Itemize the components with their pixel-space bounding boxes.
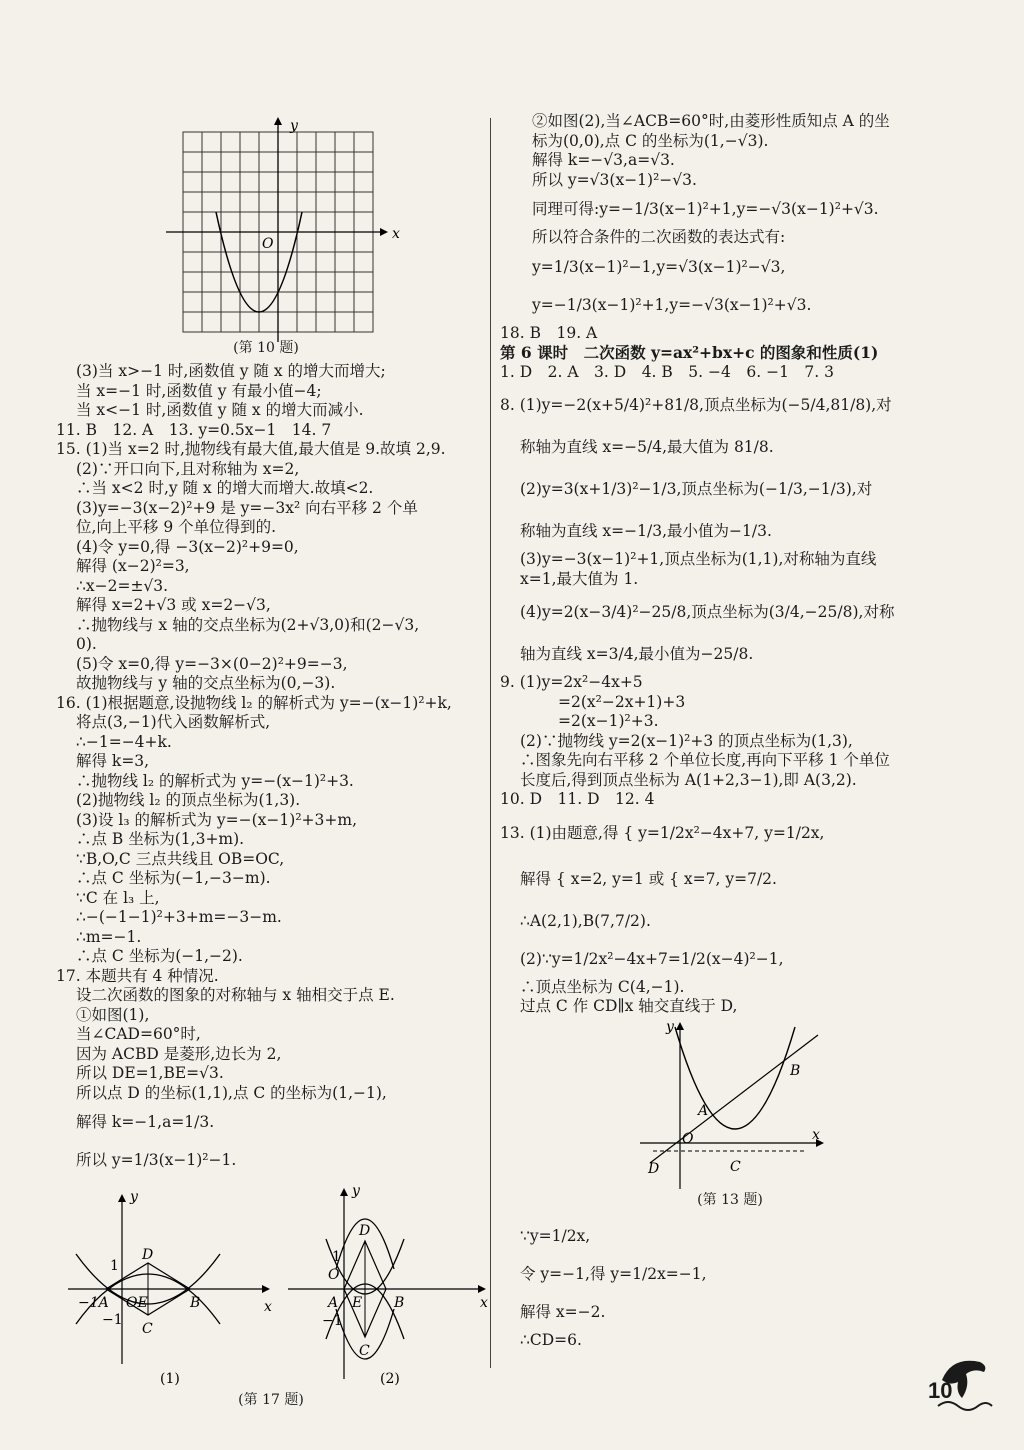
text-line: ∵B,O,C 三点共线且 OB=OC, bbox=[76, 849, 285, 868]
text-line: ∴抛物线 l₂ 的解析式为 y=−(x−1)²+3. bbox=[76, 771, 354, 790]
question-line: 9. (1)y=2x²−4x+5 bbox=[500, 673, 643, 691]
text-line: 令 y=−1,得 y=1/2x=−1, bbox=[520, 1264, 707, 1283]
text-line: (3)当 x>−1 时,函数值 y 随 x 的增大而增大; bbox=[76, 362, 386, 380]
text-line: ∴A(2,1),B(7,7/2). bbox=[520, 911, 651, 930]
figure-10 bbox=[56, 112, 486, 362]
text-line: 解得 k=−1,a=1/3. bbox=[76, 1113, 215, 1131]
graph1-label-A: −1A bbox=[78, 1295, 109, 1311]
graph1-label-OE: OE bbox=[126, 1295, 148, 1311]
graph1-label-B: B bbox=[190, 1295, 201, 1311]
text-line: 当∠CAD=60°时, bbox=[76, 1025, 201, 1043]
fig13-point-B: B bbox=[790, 1062, 801, 1079]
graph2-label-O: O bbox=[328, 1267, 340, 1283]
text-line: 过点 C 作 CD∥x 轴交直线于 D, bbox=[520, 997, 738, 1015]
graph2-x-label: x bbox=[480, 1295, 488, 1311]
text-line: (2)抛物线 l₂ 的顶点坐标为(1,3). bbox=[76, 791, 301, 809]
text-line: 解得 (x−2)²=3, bbox=[76, 557, 190, 575]
answer-line: 10. D 11. D 12. 4 bbox=[500, 790, 655, 808]
text-line: ∴x−2=±√3. bbox=[76, 576, 169, 595]
text-line: 解得 { x=2, y=1 或 { x=7, y=7/2. bbox=[520, 869, 777, 888]
text-line: (2)∵开口向下,且对称轴为 x=2, bbox=[76, 459, 300, 478]
graph2-label-E: E bbox=[352, 1295, 363, 1311]
text-line: 设二次函数的图象的对称轴与 x 轴相交于点 E. bbox=[76, 986, 395, 1004]
text-line: x=1,最大值为 1. bbox=[520, 569, 639, 588]
text-line: ∴−(−1−1)²+3+m=−3−m. bbox=[76, 908, 282, 926]
text-line: 解得 k=−√3,a=√3. bbox=[532, 151, 675, 169]
text-line: ∴点 C 坐标为(−1,−2). bbox=[76, 947, 243, 965]
fig13-origin-label: O bbox=[682, 1130, 694, 1147]
graph1-x-label: x bbox=[264, 1299, 272, 1315]
figure-17-graphs bbox=[56, 1179, 486, 1389]
text-line: ②如图(2),当∠ACB=60°时,由菱形性质知点 A 的坐 bbox=[532, 112, 890, 130]
text-line: 所以 y=1/3(x−1)²−1. bbox=[76, 1151, 237, 1169]
x-label: x bbox=[392, 226, 400, 242]
text-line: ∴点 B 坐标为(1,3+m). bbox=[76, 830, 245, 848]
text-line: 0). bbox=[76, 635, 97, 653]
text-line: 所以 DE=1,BE=√3. bbox=[76, 1064, 224, 1082]
answer-line: 1. D 2. A 3. D 4. B 5. −4 6. −1 7. 3 bbox=[500, 362, 835, 381]
text-line: (3)y=−3(x−1)²+1,顶点坐标为(1,1),对称轴为直线 bbox=[520, 550, 877, 568]
text-line: 称轴为直线 x=−5/4,最大值为 81/8. bbox=[520, 438, 774, 456]
graph2-label-B: B bbox=[394, 1295, 405, 1311]
graph2-sublabel: (2) bbox=[380, 1371, 400, 1387]
text-line: 称轴为直线 x=−1/3,最小值为−1/3. bbox=[520, 522, 772, 540]
text-line: 所以点 D 的坐标(1,1),点 C 的坐标为(1,−1), bbox=[76, 1083, 387, 1102]
text-line: ∴−1=−4+k. bbox=[76, 732, 172, 751]
y-label: y bbox=[290, 118, 298, 134]
section-heading: 第 6 课时 二次函数 y=ax²+bx+c 的图象和性质(1) bbox=[500, 343, 879, 362]
text-line: 因为 ACBD 是菱形,边长为 2, bbox=[76, 1044, 282, 1063]
question-line: 15. (1)当 x=2 时,抛物线有最大值,最大值是 9.故填 2,9. bbox=[56, 440, 446, 458]
graph1-label-C: C bbox=[142, 1321, 153, 1337]
text-line: 位,向上平移 9 个单位得到的. bbox=[76, 518, 277, 536]
question-line: 13. (1)由题意,得 { y=1/2x²−4x+7, y=1/2x, bbox=[500, 823, 825, 842]
graph2-tick-neg1: −1 bbox=[322, 1313, 343, 1329]
text-line: ①如图(1), bbox=[76, 1005, 150, 1024]
text-line: (2)∵y=1/2x²−4x+7=1/2(x−4)²−1, bbox=[520, 949, 784, 968]
text-line: ∴图象先向右平移 2 个单位长度,再向下平移 1 个单位 bbox=[520, 751, 890, 769]
answer-line: 18. B 19. A bbox=[500, 323, 598, 342]
text-line: y=−1/3(x−1)²+1,y=−√3(x−1)²+√3. bbox=[532, 295, 812, 314]
figure-13 bbox=[500, 1017, 940, 1217]
graph1-sublabel: (1) bbox=[160, 1371, 180, 1387]
text-line: =2(x²−2x+1)+3 bbox=[558, 692, 686, 711]
text-line: ∴m=−1. bbox=[76, 927, 142, 946]
graph1-tick-1: 1 bbox=[110, 1258, 119, 1274]
text-line: 所以 y=√3(x−1)²−√3. bbox=[532, 170, 697, 189]
text-line: ∴当 x<2 时,y 随 x 的增大而增大.故填<2. bbox=[76, 479, 374, 497]
left-column bbox=[56, 112, 488, 1408]
fig13-x-label: x bbox=[812, 1126, 820, 1143]
text-line: 解得 x=−2. bbox=[520, 1302, 606, 1321]
figure-17 bbox=[56, 1179, 488, 1408]
fig13-point-C: C bbox=[730, 1158, 741, 1175]
graph2-tick-1: 1 bbox=[332, 1249, 341, 1265]
text-line: =2(x−1)²+3. bbox=[558, 712, 659, 730]
question-line: 8. (1)y=−2(x+5/4)²+81/8,顶点坐标为(−5/4,81/8),对 bbox=[500, 396, 892, 414]
question-line: 16. (1)根据题意,设抛物线 l₂ 的解析式为 y=−(x−1)²+k, bbox=[56, 693, 452, 712]
graph1-label-D: D bbox=[142, 1247, 154, 1263]
text-line: 当 x=−1 时,函数值 y 有最小值−4; bbox=[76, 381, 322, 400]
question-line: 17. 本题共有 4 种情况. bbox=[56, 966, 219, 985]
text-line: 轴为直线 x=3/4,最小值为−25/8. bbox=[520, 645, 754, 663]
right-column bbox=[500, 112, 940, 1350]
answer-line: 11. B 12. A 13. y=0.5x−1 14. 7 bbox=[56, 420, 332, 439]
text-line: 标为(0,0),点 C 的坐标为(1,−√3). bbox=[532, 131, 769, 150]
text-line: ∴抛物线与 x 轴的交点坐标为(2+√3,0)和(2−√3, bbox=[76, 615, 420, 634]
text-line: (3)y=−3(x−2)²+9 是 y=−3x² 向右平移 2 个单 bbox=[76, 498, 418, 517]
text-line: ∴点 C 坐标为(−1,−3−m). bbox=[76, 869, 271, 887]
text-line: 当 x<−1 时,函数值 y 随 x 的增大而减小. bbox=[76, 401, 364, 419]
figure-10-caption: (第 10 题) bbox=[233, 340, 299, 356]
text-line: 所以符合条件的二次函数的表达式有: bbox=[532, 228, 786, 246]
text-line: (4)令 y=0,得 −3(x−2)²+9=0, bbox=[76, 537, 299, 556]
text-line: (5)令 x=0,得 y=−3×(0−2)²+9=−3, bbox=[76, 654, 348, 673]
text-line: 故抛物线与 y 轴的交点坐标为(0,−3). bbox=[76, 674, 336, 692]
column-divider bbox=[490, 118, 491, 1368]
text-line: (4)y=2(x−3/4)²−25/8,顶点坐标为(3/4,−25/8),对称 bbox=[520, 603, 895, 621]
text-line: ∵C 在 l₃ 上, bbox=[76, 888, 160, 907]
text-line: 同理可得:y=−1/3(x−1)²+1,y=−√3(x−1)²+√3. bbox=[532, 200, 879, 218]
text-line: 解得 k=3, bbox=[76, 752, 150, 770]
graph2-label-C: C bbox=[359, 1343, 370, 1359]
graph1-y-label: y bbox=[130, 1189, 138, 1205]
figure-13-caption: (第 13 题) bbox=[697, 1191, 763, 1208]
fig13-point-D: D bbox=[648, 1160, 660, 1177]
figure-13-graph bbox=[500, 1017, 940, 1197]
fig13-y-label: y bbox=[666, 1018, 674, 1035]
graph2-y-label: y bbox=[352, 1183, 360, 1199]
figure-10-graph bbox=[56, 112, 476, 362]
text-line: (3)设 l₃ 的解析式为 y=−(x−1)²+3+m, bbox=[76, 810, 357, 829]
text-line: y=1/3(x−1)²−1,y=√3(x−1)²−√3, bbox=[532, 257, 786, 276]
text-line: (2)∵抛物线 y=2(x−1)²+3 的顶点坐标为(1,3), bbox=[520, 731, 853, 750]
fig13-point-A: A bbox=[698, 1102, 709, 1119]
origin-label: O bbox=[262, 236, 274, 252]
page-number: 10 bbox=[928, 1378, 953, 1403]
text-line: ∵y=1/2x, bbox=[520, 1226, 591, 1245]
text-line: 解得 x=2+√3 或 x=2−√3, bbox=[76, 596, 271, 614]
text-line: 长度后,得到顶点坐标为 A(1+2,3−1),即 A(3,2). bbox=[520, 770, 857, 789]
graph2-label-A: A bbox=[328, 1295, 339, 1311]
graph1-tick-neg1: −1 bbox=[102, 1312, 123, 1328]
text-line: (2)y=3(x+1/3)²−1/3,顶点坐标为(−1/3,−1/3),对 bbox=[520, 480, 873, 498]
text-line: 将点(3,−1)代入函数解析式, bbox=[76, 713, 271, 731]
text-line: ∴CD=6. bbox=[520, 1330, 582, 1349]
text-line: ∴顶点坐标为 C(4,−1). bbox=[520, 977, 685, 996]
figure-17-caption: (第 17 题) bbox=[238, 1392, 304, 1408]
graph2-label-D: D bbox=[359, 1223, 371, 1239]
